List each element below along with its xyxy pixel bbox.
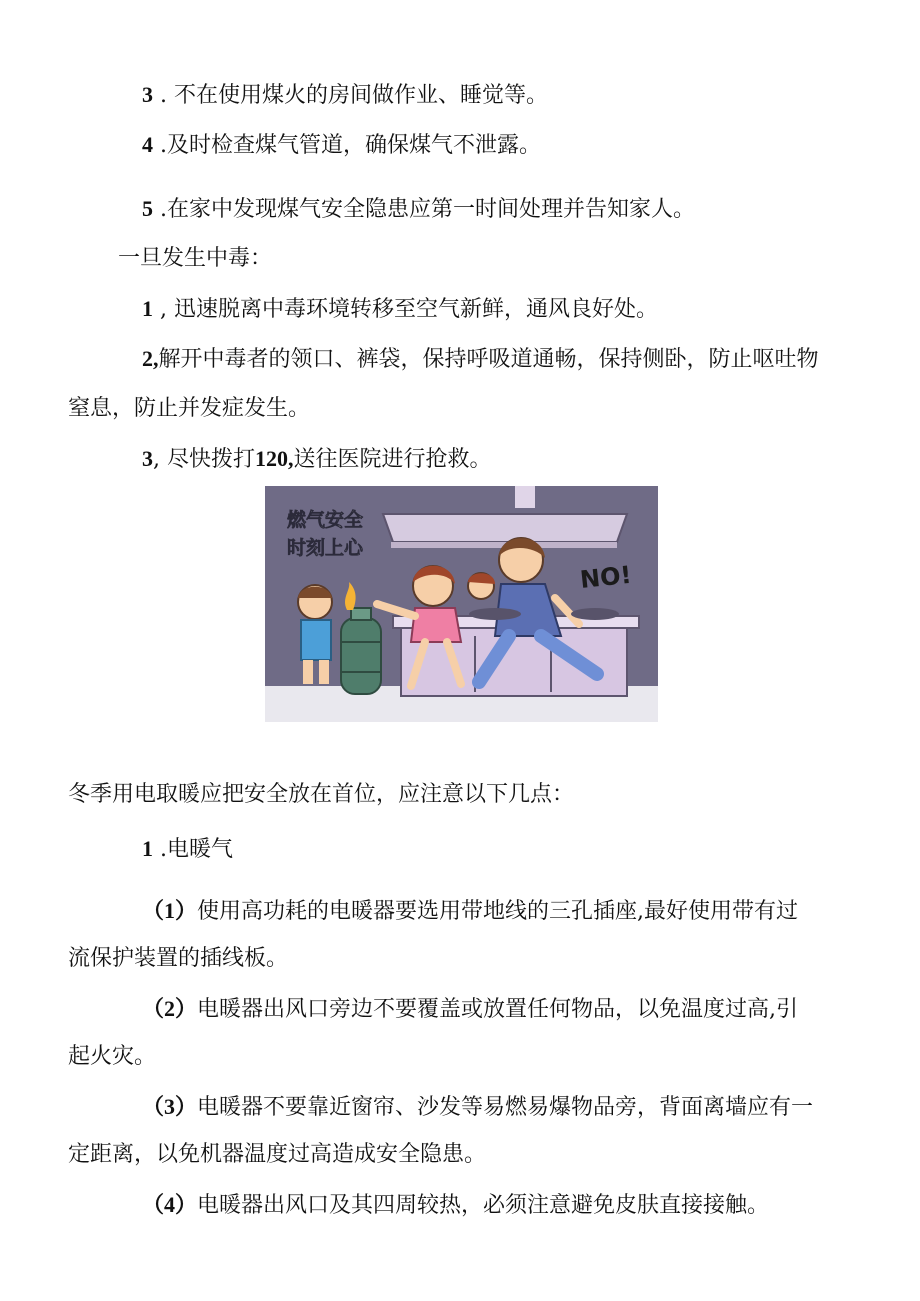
gas-tip-5 bbox=[0, 194, 920, 225]
section-separator: . bbox=[153, 837, 167, 862]
gas-tip-separator: . bbox=[153, 197, 167, 222]
illustration-title-line-2: 时刻上心 bbox=[287, 537, 364, 559]
gas-tip-4 bbox=[0, 130, 920, 161]
step-text: 尽快拨打 bbox=[167, 447, 256, 472]
emergency-number: 120, bbox=[255, 446, 294, 471]
gas-safety-illustration bbox=[265, 486, 658, 722]
gas-tip-separator: . bbox=[153, 83, 174, 108]
heating-section-1 bbox=[0, 834, 920, 865]
gas-tip-3 bbox=[0, 80, 920, 111]
gas-cylinder-icon bbox=[341, 608, 381, 694]
poisoning-step-3 bbox=[0, 444, 920, 475]
poisoning-step-2 bbox=[0, 344, 920, 375]
item-text: 使用高功耗的电暖器要选用带地线的三孔插座,最好使用带有过 bbox=[197, 899, 799, 924]
step-text-continued: 送往医院进行抢救。 bbox=[293, 447, 492, 472]
item-number: （4） bbox=[142, 1192, 198, 1217]
step-text: 解开中毒者的领口、裤袋，保持呼吸道通畅，保持侧卧，防止呕吐物 bbox=[158, 347, 819, 372]
poisoning-step-2-continuation: 窒息，防止并发症发生。 bbox=[68, 396, 311, 421]
heating-intro: 冬季用电取暖应把安全放在首位，应注意以下几点： bbox=[68, 782, 575, 807]
gas-tip-text: 不在使用煤火的房间做作业、睡觉等。 bbox=[173, 83, 548, 108]
heater-item-2-continuation: 起火灾。 bbox=[68, 1044, 157, 1069]
section-title: 电暖气 bbox=[167, 837, 234, 862]
step-text: 迅速脱离中毒环境转移至空气新鲜，通风良好处。 bbox=[173, 297, 658, 322]
item-text: 电暖器不要靠近窗帘、沙发等易燃易爆物品旁，背面离墙应有一 bbox=[197, 1095, 814, 1120]
gas-tip-number: 3 bbox=[142, 82, 153, 107]
heater-item-4 bbox=[0, 1190, 920, 1221]
gas-tip-number: 5 bbox=[142, 196, 153, 221]
gas-tip-separator: . bbox=[153, 133, 167, 158]
item-text: 电暖器出风口旁边不要覆盖或放置任何物品，以免温度过高,引 bbox=[197, 997, 799, 1022]
section-number: 1 bbox=[142, 836, 153, 861]
poisoning-step-1 bbox=[0, 294, 920, 325]
item-number: （2） bbox=[142, 996, 198, 1021]
step-number: 3 bbox=[142, 446, 153, 471]
item-number: （3） bbox=[142, 1094, 198, 1119]
step-number: 2, bbox=[142, 346, 159, 371]
illustration-exclamation: NO! bbox=[578, 560, 633, 594]
item-text: 电暖器出风口及其四周较热，必须注意避免皮肤直接接触。 bbox=[197, 1193, 770, 1218]
heater-item-3 bbox=[0, 1092, 920, 1123]
gas-tip-number: 4 bbox=[142, 132, 153, 157]
poisoning-heading: 一旦发生中毒： bbox=[118, 246, 273, 271]
heater-item-3-continuation: 定距离，以免机器温度过高造成安全隐患。 bbox=[68, 1142, 487, 1167]
gas-tip-text: 及时检查煤气管道，确保煤气不泄露。 bbox=[167, 133, 542, 158]
heater-item-1-continuation: 流保护装置的插线板。 bbox=[68, 946, 289, 971]
heater-item-2 bbox=[0, 994, 920, 1025]
illustration-title-line-1: 燃气安全 bbox=[287, 509, 364, 531]
step-number: 1 bbox=[142, 296, 153, 321]
step-separator: , bbox=[153, 297, 174, 322]
heater-item-1 bbox=[0, 896, 920, 927]
item-number: （1） bbox=[142, 898, 198, 923]
step-separator: , bbox=[153, 447, 167, 472]
gas-tip-text: 在家中发现煤气安全隐患应第一时间处理并告知家人。 bbox=[167, 197, 696, 222]
